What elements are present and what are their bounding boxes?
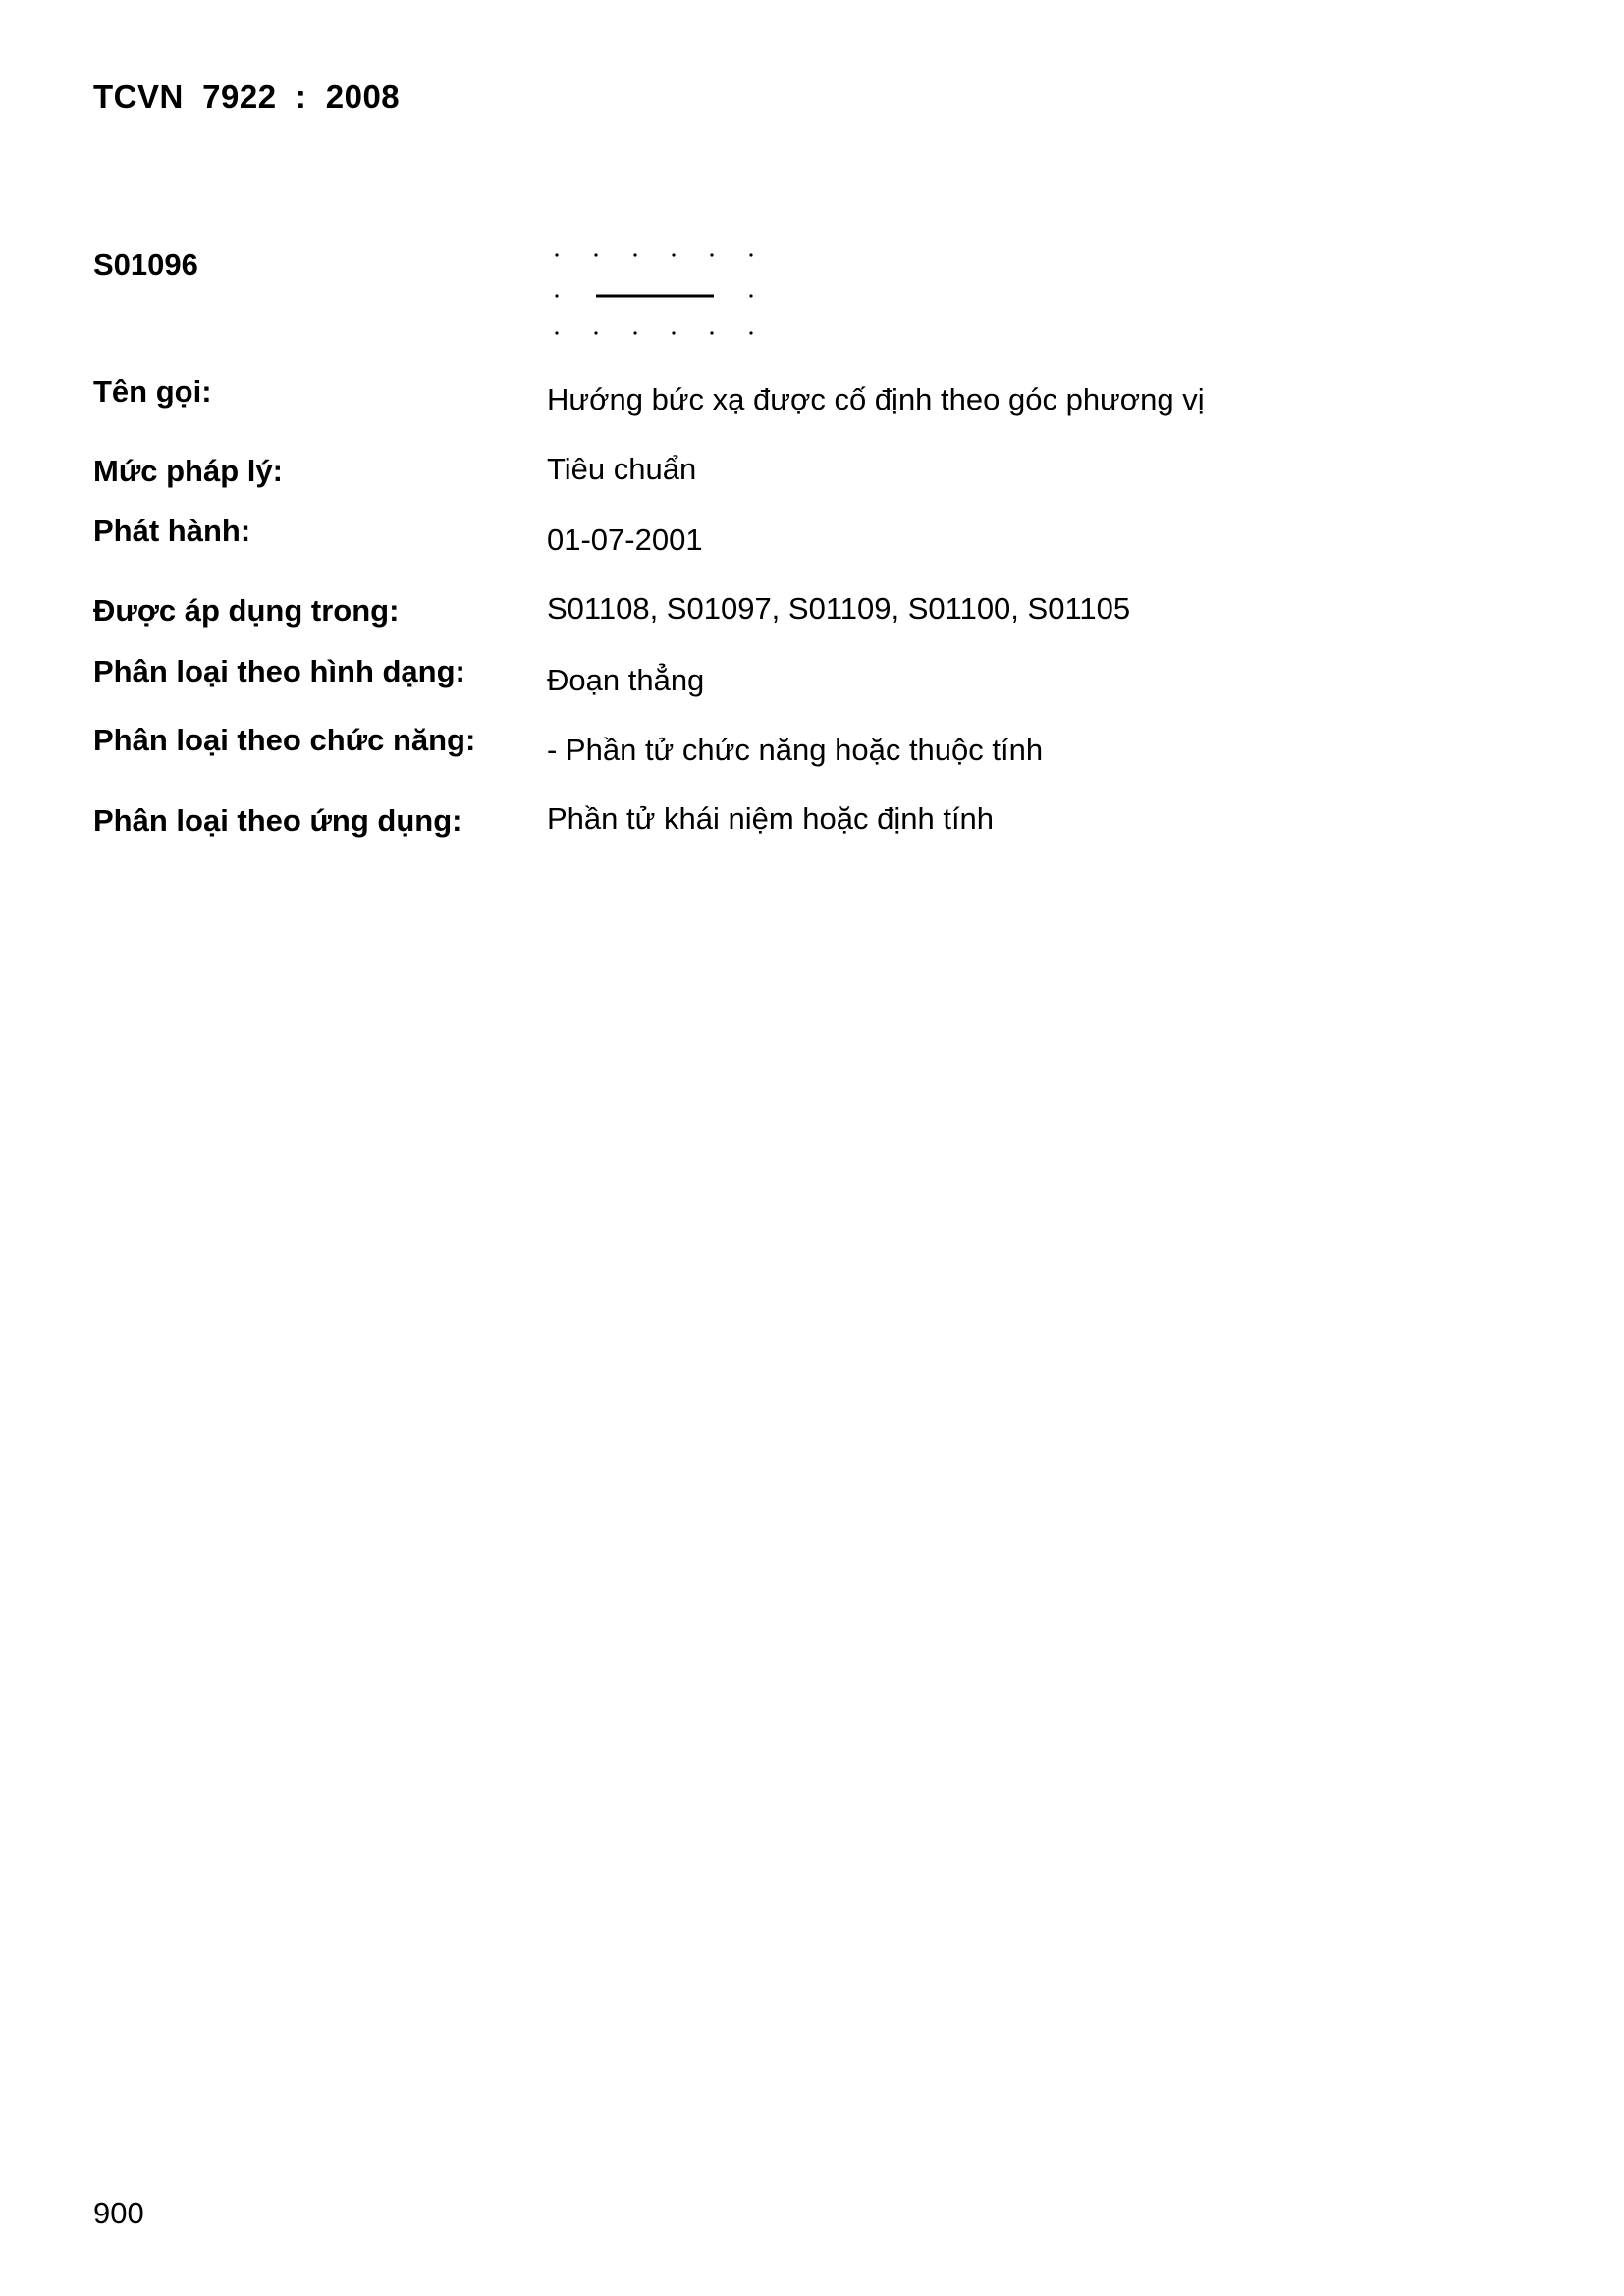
shape-class-label: Phân loại theo hình dạng:: [93, 654, 465, 688]
grid-dot: [710, 331, 713, 334]
grid-dot: [555, 294, 558, 297]
grid-dot: [594, 331, 597, 334]
standard-title: TCVN 7922 : 2008: [93, 79, 401, 115]
grid-dot: [594, 253, 597, 256]
name-label: Tên gọi:: [93, 374, 212, 409]
grid-dot: [672, 331, 675, 334]
function-class-value: - Phần tử chức năng hoặc thuộc tính: [547, 733, 1044, 767]
grid-dot: [749, 294, 752, 297]
applied-in-label: Được áp dụng trong:: [93, 593, 400, 628]
function-class-label: Phân loại theo chức năng:: [93, 723, 476, 757]
dotted-grid-with-horizontal-line-icon: [545, 244, 771, 342]
grid-dot: [555, 253, 558, 256]
grid-dot: [672, 253, 675, 256]
grid-dot: [633, 331, 636, 334]
grid-dot: [555, 331, 558, 334]
legal-level-value: Tiêu chuẩn: [547, 452, 697, 486]
application-class-label: Phân loại theo ứng dụng:: [93, 803, 462, 838]
grid-dot: [749, 331, 752, 334]
name-value: Hướng bức xạ được cố định theo góc phương vị: [547, 382, 1205, 416]
page-number: 900: [93, 2196, 144, 2230]
issued-label: Phát hành:: [93, 514, 251, 548]
application-class-value: Phần tử khái niệm hoặc định tính: [547, 801, 995, 836]
symbol-code: S01096: [93, 247, 198, 282]
issued-value: 01-07-2001: [547, 522, 703, 557]
grid-dot: [710, 253, 713, 256]
shape-class-value: Đoạn thẳng: [547, 663, 705, 697]
grid-dot: [633, 253, 636, 256]
legal-level-label: Mức pháp lý:: [93, 454, 283, 488]
grid-dot: [749, 253, 752, 256]
applied-in-value: S01108, S01097, S01109, S01100, S01105: [547, 591, 1131, 626]
